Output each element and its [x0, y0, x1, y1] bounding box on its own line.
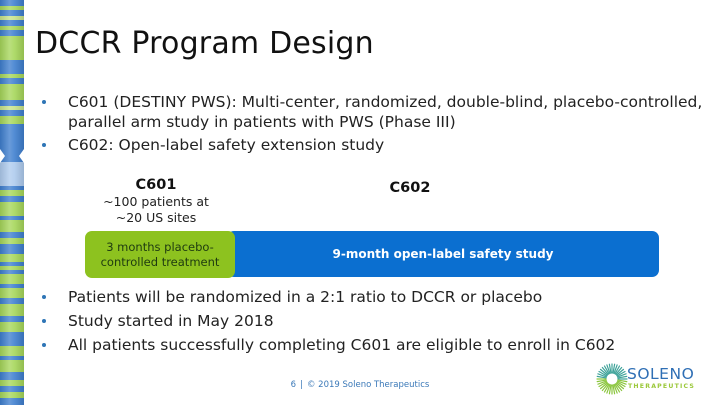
company-logo	[596, 362, 706, 396]
chromosome-band	[0, 322, 24, 332]
chromosome-band	[0, 78, 24, 84]
chromosome-band	[0, 304, 24, 316]
chromosome-band	[0, 110, 24, 116]
chromosome-band	[0, 238, 24, 244]
chromosome-band	[0, 84, 24, 100]
chromosome-band	[0, 190, 24, 196]
chromosome-band	[0, 20, 24, 26]
logo-tagline: THERAPEUTICS	[628, 383, 695, 390]
chromosome-band	[0, 332, 24, 346]
copyright-text: © 2019 Soleno Therapeutics	[306, 380, 430, 390]
chromosome-band	[0, 274, 24, 284]
chromosome-band	[0, 270, 24, 274]
chromosome-band	[0, 356, 24, 360]
chromosome-band	[0, 36, 24, 40]
c601-timeline-bar	[85, 231, 235, 278]
chromosome-band	[0, 6, 24, 10]
chromosome-band	[0, 60, 24, 74]
chromosome-band	[0, 398, 24, 405]
chromosome-band	[0, 186, 24, 190]
chromosome-band	[0, 40, 24, 60]
details-bullet-list	[42, 287, 712, 359]
chromosome-band	[0, 254, 24, 262]
chromosome-band	[0, 262, 24, 266]
chromosome-band	[0, 106, 24, 110]
chromosome-band	[0, 392, 24, 398]
chromosome-band	[0, 360, 24, 372]
centromere-pinch-left	[0, 149, 5, 163]
chromosome-band	[0, 316, 24, 322]
chromosome-band	[0, 26, 24, 30]
centromere-pinch-right	[19, 149, 24, 163]
c601-bar-text: 3 months placebo-controlled treatment	[100, 239, 220, 269]
chromosome-band	[0, 10, 24, 16]
bullet-dot-icon	[42, 319, 46, 323]
c601-sub-line2: ~20 US sites	[115, 210, 197, 225]
chromosome-band	[0, 288, 24, 298]
chromosome-band	[0, 124, 24, 148]
chromosome-band	[0, 162, 24, 186]
c602-timeline-bar	[227, 231, 659, 277]
chromosome-band	[0, 202, 24, 216]
bullet-text: C602: Open-label safety extension study	[68, 136, 385, 154]
chromosome-band	[0, 220, 24, 232]
bullet-dot-icon	[42, 295, 46, 299]
chromosome-decoration-strip	[0, 0, 24, 405]
bullet-text: All patients successfully completing C601 are eligible to enroll in C602	[68, 336, 616, 354]
sunburst-icon	[596, 362, 628, 396]
bullet-dot-icon	[42, 343, 46, 347]
chromosome-band	[0, 266, 24, 270]
chromosome-band	[0, 372, 24, 380]
chromosome-band	[0, 0, 24, 6]
c601-header	[80, 176, 232, 226]
chromosome-band	[0, 298, 24, 304]
bullet-item	[42, 287, 712, 307]
chromosome-band	[0, 116, 24, 124]
logo-name: SOLENO	[627, 365, 695, 383]
bullet-dot-icon	[42, 100, 46, 104]
chromosome-band	[0, 16, 24, 20]
chromosome-band	[0, 284, 24, 288]
chromosome-band	[0, 30, 24, 36]
chromosome-band	[0, 244, 24, 254]
bullet-text: Patients will be randomized in a 2:1 ratio to DCCR or placebo	[68, 288, 543, 306]
bullet-item	[42, 92, 707, 132]
page-number: 6	[290, 380, 297, 390]
footer-separator: |	[300, 380, 303, 390]
bullet-text: C601 (DESTINY PWS): Multi-center, randomized, double-blind, placebo-controlled, parallel arm study in patients with PWS (Phase III)	[68, 93, 703, 131]
c601-label: C601	[135, 177, 177, 193]
slide-title: DCCR Program Design	[35, 26, 374, 61]
bullet-item	[42, 311, 712, 331]
chromosome-band	[0, 216, 24, 220]
chromosome-band	[0, 232, 24, 238]
c602-label: C602	[389, 180, 431, 196]
chromosome-band	[0, 346, 24, 356]
chromosome-band	[0, 74, 24, 78]
bullet-text: Study started in May 2018	[68, 312, 274, 330]
c602-bar-text: 9-month open-label safety study	[332, 247, 554, 261]
bullet-item	[42, 135, 707, 155]
chromosome-band	[0, 196, 24, 202]
bullet-item	[42, 335, 712, 355]
bullet-dot-icon	[42, 143, 46, 147]
c601-sub-line1: ~100 patients at	[103, 194, 209, 209]
intro-bullet-list	[42, 92, 707, 158]
chromosome-band	[0, 100, 24, 106]
